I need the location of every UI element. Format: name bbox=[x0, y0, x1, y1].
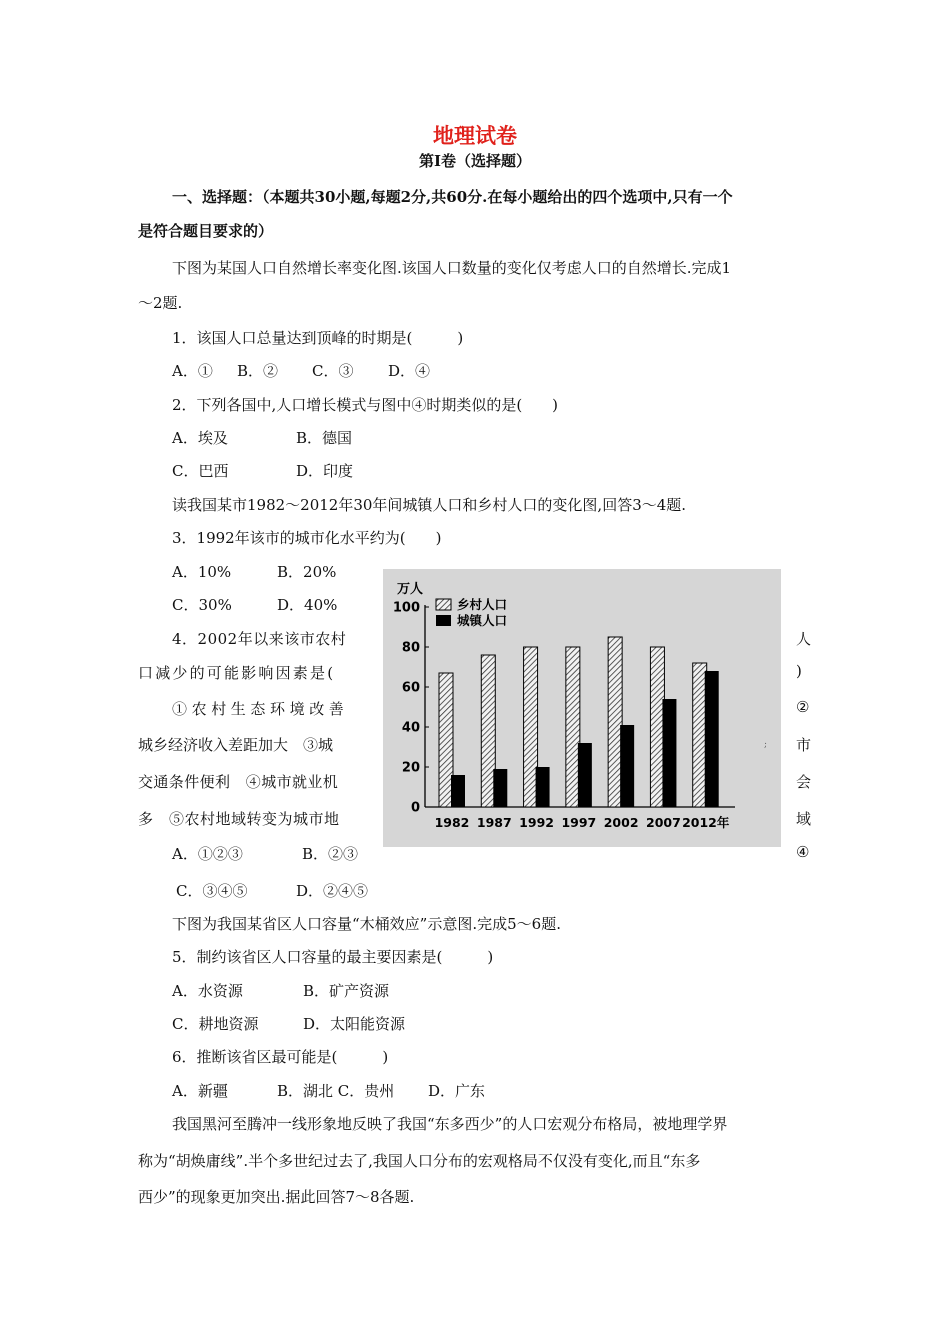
bar-rural-2002 bbox=[608, 637, 622, 807]
q5-option-d: D．太阳能资源 bbox=[303, 1015, 406, 1033]
x-tick-label: 1982 bbox=[434, 815, 470, 830]
q1-stem: 1．该国人口总量达到顶峰的时期是( ) bbox=[172, 329, 464, 347]
bar-urban-1987 bbox=[493, 769, 507, 807]
legend-label-urban: 城镇人口 bbox=[457, 613, 508, 628]
q4-line2-left: 口减少的可能影响因素是( bbox=[138, 664, 336, 682]
q4-option-d: D．②④⑤ bbox=[296, 882, 369, 900]
y-tick-label: 20 bbox=[401, 760, 420, 776]
q2-stem: 2．下列各国中,人口增长模式与图中④时期类似的是( ) bbox=[172, 396, 559, 414]
bar-rural-2012年 bbox=[693, 663, 707, 807]
bar-rural-1987 bbox=[481, 655, 495, 807]
x-tick-label: 2007 bbox=[646, 815, 681, 830]
q4-line6-left: 多 ⑤农村地域转变为城市地 bbox=[138, 810, 340, 828]
y-tick-label: 80 bbox=[401, 640, 420, 656]
q4-line5-right: 会 bbox=[796, 773, 812, 791]
x-tick-label: 1997 bbox=[561, 815, 597, 830]
bar-rural-1982 bbox=[439, 673, 453, 807]
q5-stem: 5．制约该省区人口容量的最主要因素是( ) bbox=[172, 948, 494, 966]
q4-option-b-tail: ④ bbox=[796, 843, 810, 861]
bar-urban-1982 bbox=[451, 775, 465, 807]
q2-option-c: C．巴西 bbox=[172, 462, 229, 480]
q6-option-bc: B．湖北 C．贵州 bbox=[277, 1082, 395, 1100]
y-tick-label: 60 bbox=[401, 680, 420, 696]
bar-urban-2007 bbox=[662, 699, 676, 807]
q5-option-c: C．耕地资源 bbox=[172, 1015, 259, 1033]
legend-label-rural: 乡村人口 bbox=[457, 597, 508, 612]
intro-q7-8-line3: 西少”的现象更加突出.据此回答7～8各题. bbox=[138, 1188, 415, 1206]
q2-option-d: D．印度 bbox=[296, 462, 354, 480]
q3-option-c: C．30% bbox=[172, 596, 232, 614]
x-tick-label: 2012年 bbox=[682, 815, 730, 830]
q3-option-d: D．40% bbox=[277, 596, 338, 614]
bar-rural-1992 bbox=[524, 647, 538, 807]
intro-q7-8-line1: 我国黑河至腾冲一线形象地反映了我国“东多西少”的人口宏观分布格局，被地理学界 bbox=[172, 1115, 728, 1133]
q6-stem: 6．推断该省区最可能是( ) bbox=[172, 1048, 389, 1066]
bar-urban-1992 bbox=[536, 767, 550, 807]
y-unit-label: 万人 bbox=[397, 582, 424, 597]
bar-urban-2012年 bbox=[705, 671, 719, 807]
bar-urban-1997 bbox=[578, 743, 592, 807]
q5-option-b: B．矿产资源 bbox=[303, 982, 390, 1000]
population-chart-figure bbox=[383, 569, 781, 847]
q5-option-a: A．水资源 bbox=[172, 982, 243, 1000]
q2-option-b: B．德国 bbox=[296, 429, 353, 447]
bar-rural-2007 bbox=[650, 647, 664, 807]
intro-q3-4: 读我国某市1982～2012年30年间城镇人口和乡村人口的变化图,回答3～4题. bbox=[172, 496, 687, 514]
q4-line4-left: 城乡经济收入差距加大 ③城 bbox=[138, 736, 334, 754]
x-tick-label: 2002 bbox=[603, 815, 639, 830]
q1-option-d: D．④ bbox=[388, 362, 431, 380]
intro-q1-2-line1: 下图为某国人口自然增长率变化图.该国人口数量的变化仅考虑人口的自然增长.完成1 bbox=[172, 259, 732, 277]
q4-option-c: C．③④⑤ bbox=[176, 882, 248, 900]
q4-line3-right: ② bbox=[796, 698, 810, 716]
q6-option-a: A．新疆 bbox=[172, 1082, 228, 1100]
bar-rural-1997 bbox=[566, 647, 580, 807]
q1-option-a: A．① bbox=[172, 362, 213, 380]
q2-option-a: A．埃及 bbox=[172, 429, 228, 447]
y-tick-label: 100 bbox=[392, 600, 420, 616]
q4-line1-right: 人 bbox=[796, 630, 812, 648]
section-subtitle: 第Ⅰ卷（选择题） bbox=[418, 152, 532, 170]
intro-q1-2-line2: ～2题. bbox=[138, 294, 183, 312]
q4-line3-left: ①农村生态环境改善 bbox=[172, 700, 349, 718]
population-bar-chart bbox=[383, 569, 781, 847]
section-heading-line1: 一、选择题：（本题共30小题,每题2分,共60分.在每小题给出的四个选项中,只有一个 bbox=[172, 188, 733, 206]
q4-line4-right: 市 bbox=[796, 736, 812, 754]
q3-option-b: B．20% bbox=[277, 563, 337, 581]
section-heading-line2: 是符合题目要求的） bbox=[138, 222, 274, 240]
y-tick-label: 0 bbox=[410, 800, 420, 816]
q3-stem: 3．1992年该市的城市化水平约为( ) bbox=[172, 529, 442, 547]
intro-q7-8-line2: 称为“胡焕庸线”.半个多世纪过去了,我国人口分布的宏观格局不仅没有变化,而且“东多 bbox=[138, 1152, 701, 1170]
q6-option-d: D．广东 bbox=[428, 1082, 486, 1100]
q4-line1-left: 4．2002年以来该市农村 bbox=[172, 630, 347, 648]
x-tick-label: 1992 bbox=[519, 815, 554, 830]
intro-q5-6: 下图为我国某省区人口容量“木桶效应”示意图.完成5～6题. bbox=[172, 915, 561, 933]
legend-swatch-urban bbox=[436, 615, 451, 626]
q4-line6-right: 域 bbox=[796, 810, 812, 828]
q4-option-b: B．②③ bbox=[302, 845, 359, 863]
q4-line5-left: 交通条件便利 ④城市就业机 bbox=[138, 773, 339, 791]
q4-option-a: A．①②③ bbox=[172, 845, 243, 863]
y-tick-label: 40 bbox=[401, 720, 420, 736]
q4-line2-right: ) bbox=[796, 662, 802, 680]
legend-swatch-rural bbox=[436, 599, 451, 610]
page-title: 地理试卷 bbox=[433, 123, 517, 148]
x-tick-label: 1987 bbox=[476, 815, 512, 830]
q3-option-a: A．10% bbox=[172, 563, 232, 581]
q1-option-c: C．③ bbox=[312, 362, 354, 380]
bar-urban-2002 bbox=[620, 725, 634, 807]
q1-option-b: B．② bbox=[237, 362, 279, 380]
